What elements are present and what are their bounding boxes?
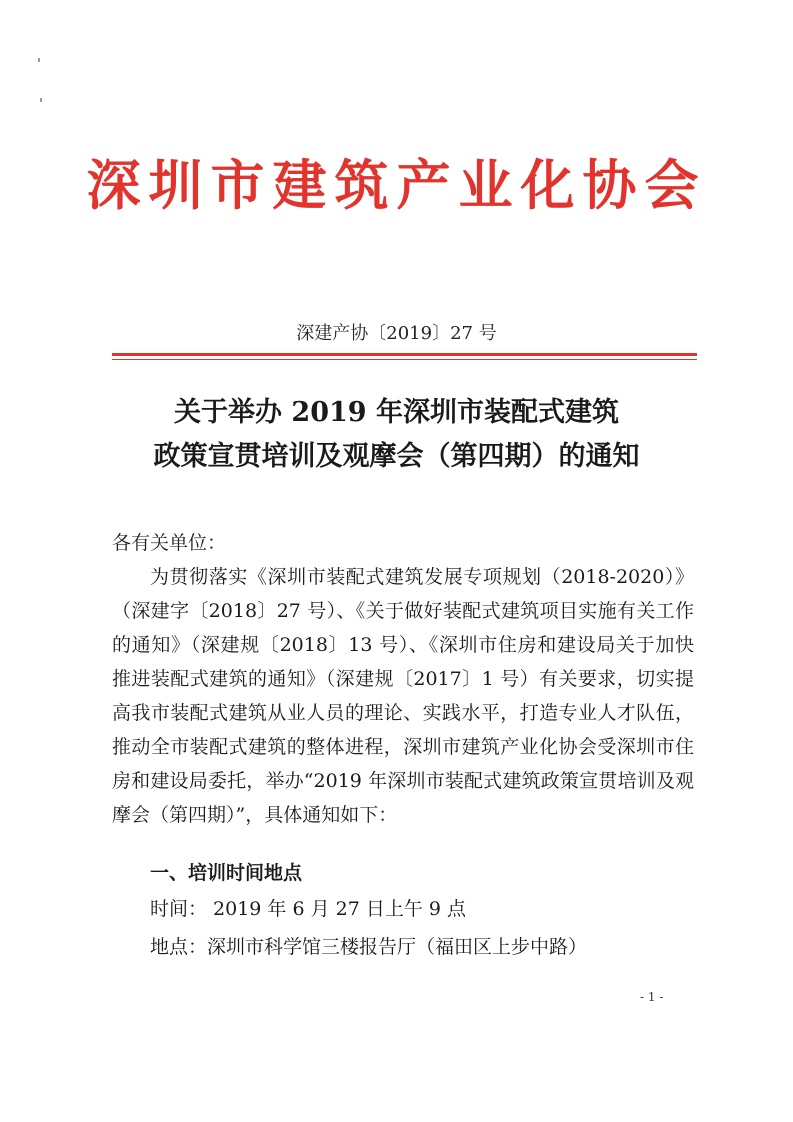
section-heading: 一、培训时间地点	[150, 862, 303, 884]
red-divider-thick	[112, 353, 697, 356]
training-time: 时间： 2019 年 6 月 27 日上午 9 点	[150, 898, 467, 920]
body-paragraph: 为贯彻落实《深圳市装配式建筑发展专项规划（2018-2020）》（深建字〔2018〕27 号）、《关于做好装配式建筑项目实施有关工作的通知》（深建规〔2018〕13 号）、《深圳市住房和建设局关于加快推进装配式建筑的通知》（深建规〔2017〕1 号）有关要求，切实提高我市装配式建筑从业人员的理论、实践水平，打造专业人才队伍，推动全市装配式建筑的整体进程，深圳市建筑产业化协会受深圳市住房和建设局委托，举办“2019 年深圳市装配式建筑政策宣贯培训及观摩会（第四期）”，具体通知如下：	[112, 566, 694, 826]
notice-title-line1: 关于举办 2019 年深圳市装配式建筑	[174, 397, 619, 428]
red-divider-thin	[112, 359, 697, 360]
scan-speck	[38, 58, 40, 62]
org-letterhead: 深圳市建筑产业化协会	[86, 153, 707, 217]
salutation: 各有关单位：	[112, 532, 227, 554]
document-number: 深建产协〔2019〕27 号	[296, 323, 497, 344]
notice-title-line2: 政策宣贯培训及观摩会（第四期）的通知	[153, 441, 640, 472]
page-number: - 1 -	[640, 990, 664, 1004]
training-place: 地点：深圳市科学馆三楼报告厅（福田区上步中路）	[150, 936, 588, 958]
scan-speck	[40, 98, 42, 102]
